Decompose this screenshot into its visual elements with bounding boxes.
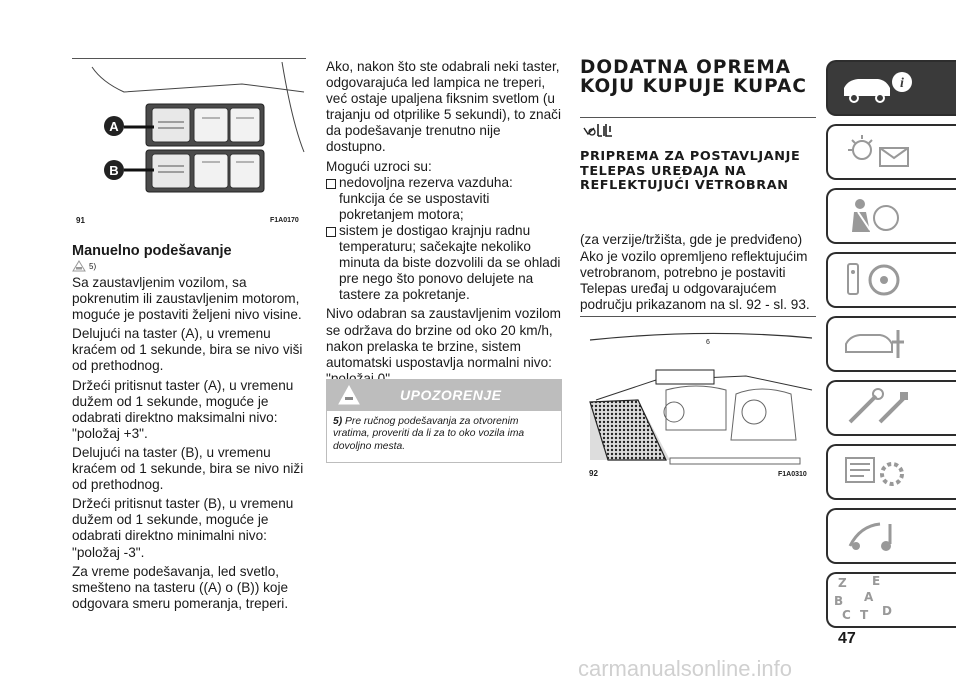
- driving-icon: [840, 260, 920, 300]
- tab-driving[interactable]: [826, 252, 956, 308]
- windshield-interior-illustration: [586, 320, 814, 466]
- page-number: 47: [838, 630, 856, 647]
- switch-panel-illustration: [72, 62, 306, 212]
- tab-steering[interactable]: [826, 316, 956, 372]
- top-rule-col1: [72, 58, 306, 59]
- column-3-text: [580, 57, 816, 313]
- paragraph: Mogući uzroci su:: [326, 158, 432, 174]
- watermark: carmanualsonline.info: [578, 656, 793, 681]
- paragraph: (za verzije/tržišta, gde je predviđeno): [580, 232, 803, 247]
- index-letter: B: [834, 594, 844, 608]
- tab-service[interactable]: [826, 444, 956, 500]
- figure-91-code: F1A0170: [270, 217, 299, 224]
- bullet-square-icon: [326, 179, 336, 189]
- list-item: [326, 223, 562, 303]
- warning-ref-number: 5): [89, 261, 97, 271]
- paragraph: Delujući na taster (A), u vremenu kraćem od 1 sekunde, bira se nivo viši od prethodnog.: [72, 326, 303, 374]
- tab-index[interactable]: [826, 572, 956, 628]
- list-item: [326, 175, 562, 223]
- svg-text:6: 6: [706, 339, 710, 346]
- warning-body: [326, 410, 562, 463]
- warning-ref: [72, 259, 306, 273]
- paragraph: Ako je vozilo opremljeno reflektujućim vetrobranom, potrebno je postaviti Telepas uređaj u odgovarajućem području prikazanom na sl. 92 - sl. 93.: [580, 249, 810, 313]
- tab-car-info[interactable]: [826, 60, 956, 116]
- index-letter: Z: [838, 576, 847, 590]
- index-letter: C: [842, 608, 851, 622]
- warning-triangle-icon: [338, 385, 360, 405]
- section-title: DODATNA OPREMA KOJU KUPUJE KUPAC: [580, 57, 807, 97]
- column-1-text: [72, 243, 306, 612]
- list-item-text: sistem je dostigao krajnju radnu temperaturu; sačekajte nekoliko minuta da biste dozvolili da se ohladi pre nego što ponovo delujete na tastere za pokretanje.: [339, 222, 561, 303]
- tab-warning-lights[interactable]: [826, 124, 956, 180]
- warning-lights-icon: [840, 132, 920, 172]
- paragraph: Delujući na taster (B), u vremenu kraćem od 1 sekunde, bira se nivo niži od prethodnog.: [72, 444, 304, 493]
- multimedia-icon: [840, 516, 920, 556]
- index-letter: T: [860, 608, 869, 622]
- label-b: B: [109, 163, 119, 178]
- warning-number: 5): [333, 416, 343, 427]
- tab-tools[interactable]: [826, 380, 956, 436]
- figure-92-code: F1A0310: [778, 471, 807, 478]
- index-letters-icon: [828, 574, 956, 626]
- figure-92: [586, 320, 814, 466]
- warning-car-icon: [72, 260, 86, 272]
- svg-text:i: i: [900, 76, 904, 91]
- paragraph: Za vreme podešavanja, led svetlo, smešteno na tasteru ((A) o (B)) koje odgovara smeru pomeranja, treperi.: [72, 563, 289, 611]
- tools-icon: [840, 388, 920, 428]
- warning-text: Pre ručnog podešavanja za otvorenim vratima, proveriti da li za to oko vozila ima dovoljno mesta.: [333, 416, 525, 452]
- accessory-shop-icon: [582, 122, 614, 138]
- warning-title: UPOZORENJE: [400, 387, 502, 403]
- bullet-square-icon: [326, 227, 336, 237]
- index-letter: D: [882, 604, 892, 618]
- index-letter: A: [864, 590, 874, 604]
- label-a: A: [109, 119, 119, 134]
- column-2-text: [326, 59, 562, 387]
- paragraph: Držeći pritisnut taster (A), u vremenu dužem od 1 sekunde, moguće je odabrati direktno maksimalni nivo: "položaj +3".: [72, 377, 294, 441]
- figure-92-top-rule: [580, 316, 816, 317]
- service-icon: [840, 452, 920, 492]
- paragraph: Ako, nakon što ste odabrali neki taster, odgovarajuća led lampica ne treperi, već ostaje upaljena fiksnim svetlom (u trajanju od otprilike 5 sekundi), to znači da podešavanje trenutno nije dostupno.: [326, 59, 561, 155]
- figure-91: [72, 62, 306, 212]
- paragraph: Držeći pritisnut taster (B), u vremenu dužem od 1 sekunde, moguće je odabrati direktno minimalni nivo: "položaj -3".: [72, 496, 294, 560]
- figure-92-number: 92: [589, 469, 598, 478]
- tab-safety[interactable]: [826, 188, 956, 244]
- accessory-icon: [582, 122, 614, 143]
- index-letter: E: [872, 574, 881, 588]
- list-item-text: nedovoljna rezerva vazduha: funkcija će se uspostaviti pokretanjem motora;: [339, 174, 513, 222]
- steering-icon: [840, 324, 920, 364]
- subsection-title: PRIPREMA ZA POSTAVLJANJE TELEPAS UREĐAJA NA REFLEKTUJUĆI VETROBRAN: [580, 149, 801, 193]
- tab-multimedia[interactable]: [826, 508, 956, 564]
- safety-icon: [840, 196, 920, 236]
- figure-91-number: 91: [76, 216, 85, 225]
- warning-text-block: [333, 416, 555, 453]
- paragraph: Sa zaustavljenim vozilom, sa pokrenutim ili zaustavljenim motorom, moguće je postaviti željeni nivo visine.: [72, 275, 302, 323]
- paragraph: Nivo odabran sa zaustavljenim vozilom se održava do brzine od oko 20 km/h, nakon prelaska te brzine, sistem automatski uspostavlja normalni nivo:: [326, 306, 561, 370]
- section-heading: Manuelno podešavanje: [72, 243, 232, 259]
- warning-header: [326, 379, 562, 410]
- car-info-icon: [838, 68, 918, 108]
- title-rule: [580, 117, 816, 118]
